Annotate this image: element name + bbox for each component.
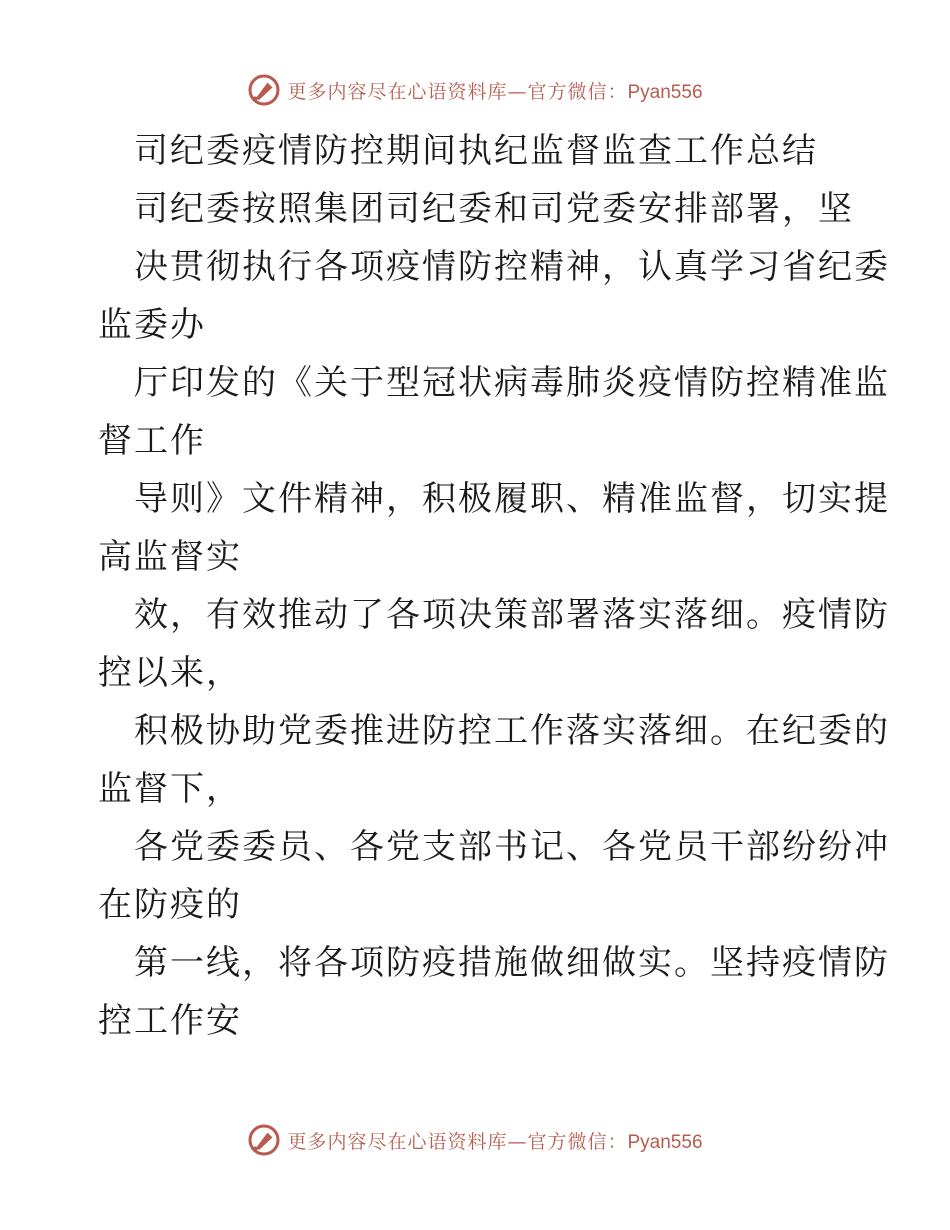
pen-nib-logo-icon [247,1123,281,1157]
paragraph-line: 导则》文件精神，积极履职、精准监督，切实提 [134,479,890,519]
document-title: 司纪委疫情防控期间执纪监督监查工作总结 [134,131,818,171]
pen-nib-logo-icon [247,73,281,107]
paragraph-line: 控以来， [98,653,242,693]
paragraph-line: 在防疫的 [98,885,242,925]
paragraph-line: 高监督实 [98,537,242,577]
document-body [0,122,950,1050]
paragraph-line: 第一线，将各项防疫措施做细做实。坚持疫情防 [134,943,890,983]
paragraph-line: 控工作安 [98,1001,242,1041]
paragraph-line: 厅印发的《关于型冠状病毒肺炎疫情防控精准监 [134,363,890,403]
paragraph-line: 司纪委按照集团司纪委和司党委安排部署，坚 [134,189,854,229]
footer-watermark [0,1120,950,1160]
watermark-text: 更多内容尽在心语资料库—官方微信：Pyan556 [287,80,703,103]
paragraph-line: 监委办 [98,305,206,345]
paragraph-line: 监督下， [98,769,242,809]
paragraph-line: 各党委委员、各党支部书记、各党员干部纷纷冲 [134,827,890,867]
paragraph-line: 督工作 [98,421,206,461]
paragraph-line: 效，有效推动了各项决策部署落实落细。疫情防 [134,595,890,635]
paragraph-line: 决贯彻执行各项疫情防控精神，认真学习省纪委 [134,247,890,287]
watermark-text: 更多内容尽在心语资料库—官方微信：Pyan556 [287,1130,703,1153]
paragraph-line: 积极协助党委推进防控工作落实落细。在纪委的 [134,711,890,751]
header-watermark [0,70,950,110]
